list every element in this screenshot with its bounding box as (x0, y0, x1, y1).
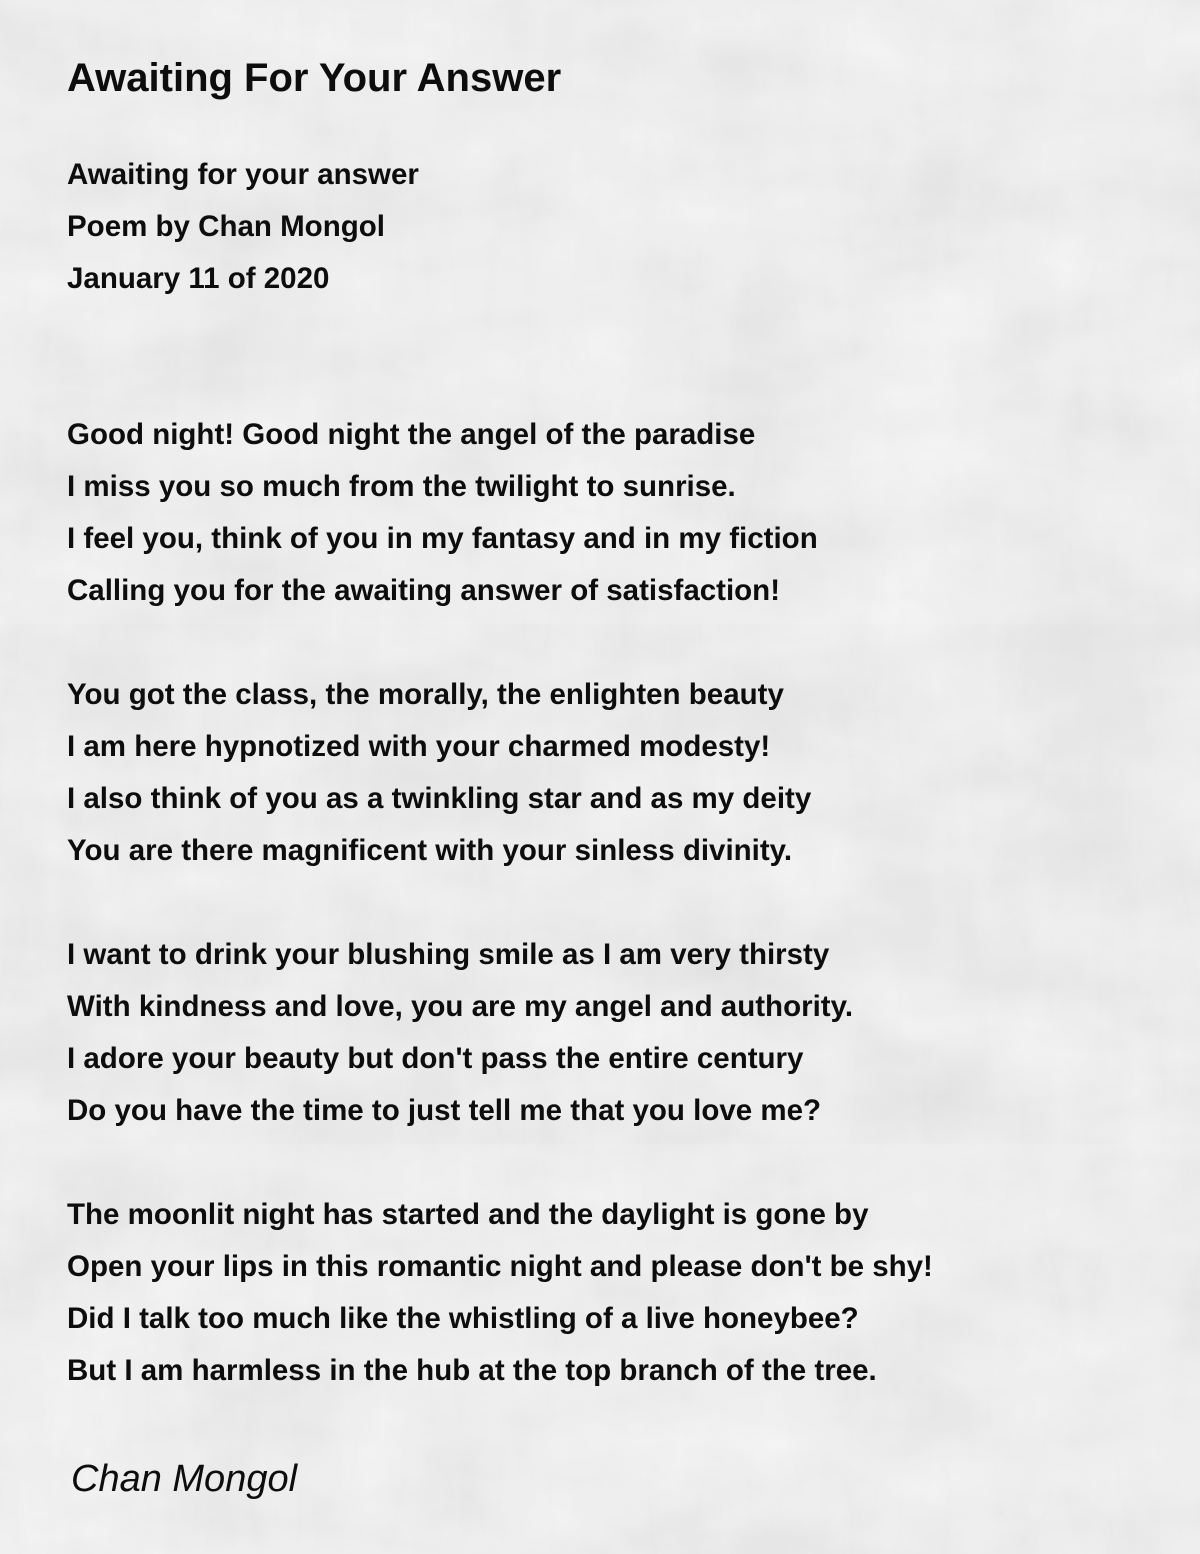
poem-line: Did I talk too much like the whistling of a live honeybee? (67, 1302, 859, 1335)
poem-line: Do you have the time to just tell me that you love me? (67, 1094, 822, 1127)
poem-line: I feel you, think of you in my fantasy and in my fiction (67, 522, 818, 555)
poem-line: But I am harmless in the hub at the top branch of the tree. (67, 1354, 877, 1387)
header-line-subtitle: Awaiting for your answer (67, 158, 419, 191)
poem-line: I miss you so much from the twilight to sunrise. (67, 470, 736, 503)
page-title: Awaiting For Your Answer (67, 56, 562, 100)
poem-line: Good night! Good night the angel of the paradise (67, 418, 756, 451)
poem-line: You are there magnificent with your sinless divinity. (67, 834, 793, 867)
poem-line: I want to drink your blushing smile as I am very thirsty (67, 938, 830, 971)
poem-line: Open your lips in this romantic night and please don't be shy! (67, 1250, 933, 1283)
author-signature: Chan Mongol (71, 1458, 298, 1500)
poem-line: I adore your beauty but don't pass the entire century (67, 1042, 804, 1075)
poem-line: Calling you for the awaiting answer of satisfaction! (67, 574, 781, 607)
poem-line: You got the class, the morally, the enlighten beauty (67, 678, 784, 711)
poem-line: The moonlit night has started and the daylight is gone by (67, 1198, 869, 1231)
poem-line: I am here hypnotized with your charmed modesty! (67, 730, 771, 763)
poem-line: I also think of you as a twinkling star and as my deity (67, 782, 812, 815)
header-line-author: Poem by Chan Mongol (67, 210, 385, 243)
poem-line: With kindness and love, you are my angel and authority. (67, 990, 854, 1023)
header-line-date: January 11 of 2020 (67, 262, 330, 295)
